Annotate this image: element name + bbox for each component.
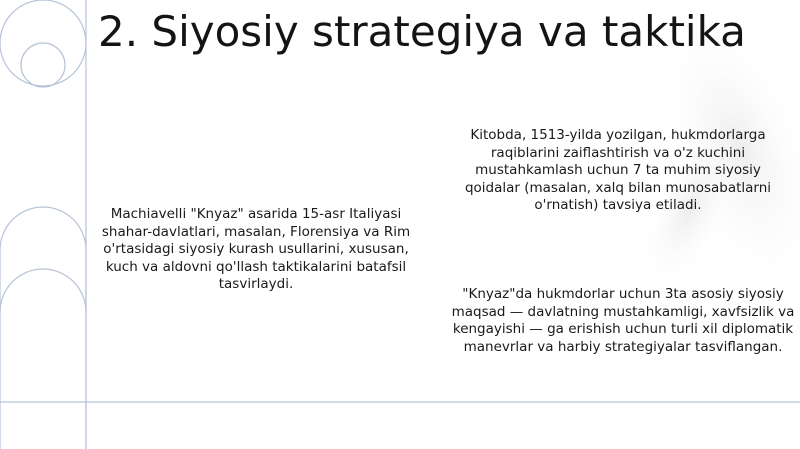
paragraph-left: Machiavelli "Knyaz" asarida 15-asr Italiyasi shahar-davlatlari, masalan, Florensiya va Rim o'rtasidagi siyosiy kurash usullarini, xususan, kuch va aldovni qo'llash taktikalarini batafsil tasvirlaydi. xyxy=(101,206,411,292)
paragraph-right-top: Kitobda, 1513-yilda yozilgan, hukmdorlarga raqiblarini zaiflashtirish va o'z kuchini mustahkamlash uchun 7 ta muhim siyosiy qoidalar (masalan, xalq bilan munosabatlarni o'rnatish) tavsiya etiladi. xyxy=(464,127,772,213)
lower-arch xyxy=(0,269,86,312)
top-small-circle xyxy=(21,43,65,87)
middle-arch xyxy=(0,207,86,449)
slide-title: 2. Siyosiy strategiya va taktika xyxy=(98,7,746,56)
paragraph-right-bottom: "Knyaz"da hukmdorlar uchun 3ta asosiy siyosiy maqsad — davlatning mustahkamligi, xavfsizlik va kengayishi — ga erishish uchun turli xil diplomatik manevrlar va harbiy strategiyalar tasviflangan. xyxy=(451,286,795,355)
